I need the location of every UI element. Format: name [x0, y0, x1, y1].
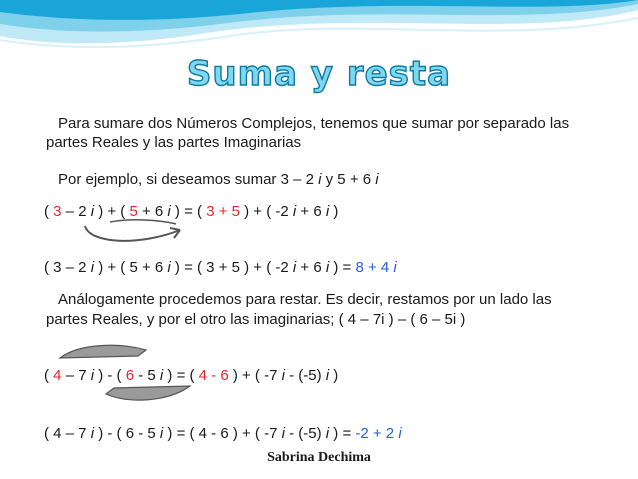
imag-unit: i: [318, 171, 322, 188]
eq-part: ) + ( 5 + 6: [94, 259, 168, 276]
eq-part: ): [329, 367, 339, 384]
eq-part: ) =: [329, 425, 356, 442]
diff-intro-line-2: partes Reales, y por el otro las imaginarias; ( 4 – 7i ) – ( 6 – 5i ): [46, 311, 466, 328]
sum-equation-2: [44, 259, 397, 276]
slide-title: Suma y resta: [186, 54, 452, 94]
imag-unit: i: [90, 367, 95, 384]
imag-unit: i: [375, 171, 379, 188]
eq-part: - (-5): [284, 425, 326, 442]
example-label: Por ejemplo, si deseamos sumar 3 – 2: [58, 171, 314, 188]
imag-unit: i: [292, 203, 297, 220]
imag-unit: i: [90, 425, 95, 442]
imag-unit: i: [398, 425, 402, 442]
eq-part: - (-5): [284, 367, 326, 384]
eq-part: ) = (: [163, 367, 199, 384]
eq-part: ) =: [329, 259, 356, 276]
eq-part: - 5: [134, 367, 160, 384]
sum-result: 8 + 4: [355, 259, 394, 276]
eq-part: ( 4 – 7: [44, 425, 91, 442]
eq-part: – 7: [61, 367, 91, 384]
sum-intro-line-2: partes Reales y las partes Imaginarias: [46, 134, 302, 151]
diff-equation-2: [44, 425, 402, 442]
imag-unit: i: [325, 259, 330, 276]
eq-part: ) = (: [170, 203, 207, 220]
eq-part: ) - ( 6 - 5: [94, 425, 160, 442]
imag-unit: i: [167, 203, 171, 220]
imag-unit: i: [159, 367, 164, 384]
eq-part: ) + ( -2: [239, 203, 293, 220]
author-name: Sabrina Dechima: [267, 450, 371, 465]
eq-part: (: [44, 367, 54, 384]
imag-unit: i: [292, 259, 297, 276]
eq-real-diff: 4 - 6: [198, 367, 229, 384]
imag-unit: i: [90, 259, 95, 276]
eq-real-b: 6: [125, 367, 135, 384]
diff-intro-line-1: Análogamente procedemos para restar. Es decir, restamos por un lado las: [58, 291, 552, 308]
curved-arrow-icon: [80, 218, 190, 248]
imag-unit: i: [325, 203, 330, 220]
eq-part: + 6: [296, 203, 326, 220]
eq-part: ( 3 – 2: [44, 259, 91, 276]
eq-part: ) + (: [94, 203, 130, 220]
imag-unit: i: [281, 425, 285, 442]
eq-part: ) + ( -7: [228, 367, 282, 384]
imag-unit: i: [325, 425, 330, 442]
diff-result: -2 + 2: [355, 425, 399, 442]
eq-part: + 6: [137, 203, 168, 220]
imag-unit: i: [281, 367, 285, 384]
example-mid: y 5 + 6: [321, 171, 372, 188]
arrow-right-icon: [58, 340, 153, 362]
eq-real-b: 5: [129, 203, 138, 220]
imag-unit: i: [159, 425, 164, 442]
eq-part: ) - (: [94, 367, 126, 384]
eq-part: ) = ( 3 + 5 ) + ( -2: [170, 259, 293, 276]
eq-part: ) = ( 4 - 6 ) + ( -7: [163, 425, 282, 442]
imag-unit: i: [167, 259, 171, 276]
eq-part: (: [44, 203, 54, 220]
sum-intro-line-1: Para sumare dos Números Complejos, tenemos que sumar por separado las: [58, 115, 570, 132]
example-line: [58, 171, 379, 188]
eq-part: – 2: [61, 203, 91, 220]
eq-real-a: 4: [53, 367, 62, 384]
eq-part: ): [329, 203, 339, 220]
imag-unit: i: [90, 203, 95, 220]
header-wave-decoration: [0, 0, 638, 60]
eq-part: + 6: [296, 259, 326, 276]
eq-real-sum: 3 + 5: [206, 203, 240, 220]
eq-real-a: 3: [53, 203, 62, 220]
imag-unit: i: [325, 367, 330, 384]
arrow-left-icon: [98, 382, 193, 406]
imag-unit: i: [393, 259, 397, 276]
